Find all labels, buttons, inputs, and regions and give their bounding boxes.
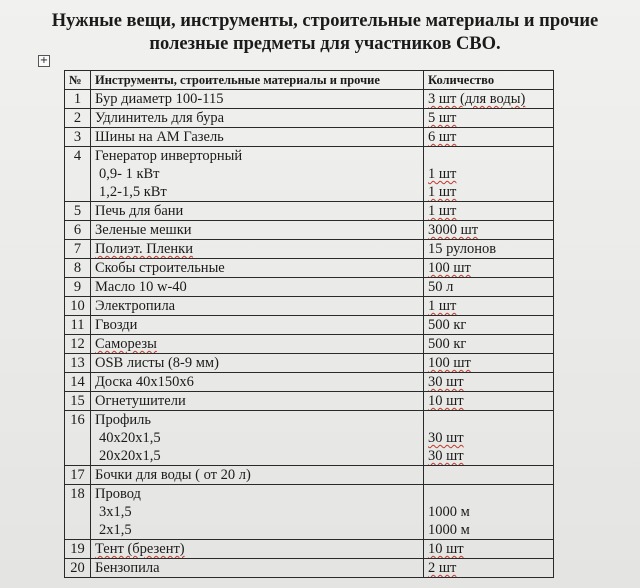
row-item-title: Провод [95, 486, 141, 502]
row-item: Удлинитель для бура [91, 109, 424, 128]
row-item-title: Генератор инверторный [95, 148, 243, 164]
row-number: 17 [65, 466, 91, 485]
quantity-text: 30 шт [428, 448, 464, 464]
row-item: Бензопила [91, 559, 424, 578]
row-number: 10 [65, 297, 91, 316]
quantity-text: 100 шт [428, 355, 471, 371]
row-item: Печь для бани [91, 202, 424, 221]
row-number: 4 [65, 147, 91, 202]
table-row [65, 354, 554, 373]
row-number: 16 [65, 411, 91, 466]
row-number: 8 [65, 259, 91, 278]
table-row [65, 392, 554, 411]
table-row [65, 316, 554, 335]
row-item: Электропила [91, 297, 424, 316]
row-quantity [424, 540, 554, 559]
title-line-1: Нужные вещи, инструменты, строительные материалы и прочие [51, 11, 599, 31]
quantity-text: 10 шт [428, 541, 464, 557]
row-quantity [424, 128, 554, 147]
row-number: 6 [65, 221, 91, 240]
quantity-text: 2 шт [428, 560, 457, 576]
row-item [91, 335, 424, 354]
row-item-sub: 40х20х1,5 [99, 430, 161, 446]
table-row [65, 297, 554, 316]
table-row [65, 411, 554, 466]
row-item: Зеленые мешки [91, 221, 424, 240]
table-row [65, 278, 554, 297]
quantity-text: 5 шт [428, 110, 457, 126]
row-quantity [424, 373, 554, 392]
row-quantity: 50 л [424, 278, 554, 297]
row-quantity [424, 221, 554, 240]
quantity-text: 30 шт [428, 430, 464, 446]
row-number: 11 [65, 316, 91, 335]
row-number: 5 [65, 202, 91, 221]
table-row [65, 335, 554, 354]
quantity-text: 1000 м [428, 504, 470, 520]
row-quantity [424, 466, 554, 485]
quantity-text: 1000 м [428, 522, 470, 538]
row-item-text: Полиэт. Пленки [95, 241, 193, 257]
table-row [65, 90, 554, 109]
row-item: Огнетушители [91, 392, 424, 411]
quantity-text: 6 шт [428, 129, 457, 145]
row-number: 13 [65, 354, 91, 373]
row-item: Бур диаметр 100-115 [91, 90, 424, 109]
document-title [40, 10, 610, 56]
quantity-text: 3000 шт [428, 222, 479, 238]
row-item [91, 147, 424, 202]
quantity-text: 1 шт [428, 166, 457, 182]
table-row [65, 240, 554, 259]
row-number: 15 [65, 392, 91, 411]
row-item [91, 411, 424, 466]
row-item-sub: 20х20х1,5 [99, 448, 161, 464]
quantity-text: 10 шт [428, 393, 464, 409]
row-number: 1 [65, 90, 91, 109]
row-quantity [424, 90, 554, 109]
table-row [65, 373, 554, 392]
row-item-sub: 3х1,5 [99, 504, 132, 520]
table-row [65, 259, 554, 278]
row-item [91, 485, 424, 540]
quantity-text: 1 шт [428, 203, 457, 219]
row-number: 2 [65, 109, 91, 128]
row-quantity [424, 297, 554, 316]
row-item [91, 240, 424, 259]
row-item: Бочки для воды ( от 20 л) [91, 466, 424, 485]
row-item-text: Саморезы [95, 336, 157, 352]
row-item-title: Профиль [95, 412, 151, 428]
title-line-2: полезные предметы для участников СВО. [149, 34, 501, 54]
table-row [65, 202, 554, 221]
table-row [65, 147, 554, 202]
row-number: 19 [65, 540, 91, 559]
items-table [64, 70, 554, 578]
row-quantity: 500 кг [424, 335, 554, 354]
row-number: 7 [65, 240, 91, 259]
table-row [65, 221, 554, 240]
table-row [65, 485, 554, 540]
row-quantity [424, 485, 554, 540]
row-item: Скобы строительные [91, 259, 424, 278]
quantity-text: 30 шт [428, 374, 464, 390]
row-item: Масло 10 w-40 [91, 278, 424, 297]
row-item-sub: 0,9- 1 кВт [99, 166, 160, 182]
row-quantity [424, 259, 554, 278]
table-row [65, 109, 554, 128]
row-quantity [424, 202, 554, 221]
table-header-row [65, 71, 554, 90]
row-number: 18 [65, 485, 91, 540]
table-row [65, 128, 554, 147]
row-quantity [424, 109, 554, 128]
row-quantity [424, 411, 554, 466]
row-item-sub: 2х1,5 [99, 522, 132, 538]
row-item-text: Тент (брезент) [95, 541, 185, 557]
row-item-sub: 1,2-1,5 кВт [99, 184, 167, 200]
quantity-text: 3 шт (для воды) [428, 91, 526, 107]
row-quantity [424, 147, 554, 202]
row-number: 14 [65, 373, 91, 392]
row-item: OSB листы (8-9 мм) [91, 354, 424, 373]
row-number: 20 [65, 559, 91, 578]
quantity-text: 1 шт [428, 184, 457, 200]
row-item [91, 540, 424, 559]
table-row [65, 540, 554, 559]
row-item: Доска 40х150х6 [91, 373, 424, 392]
row-number: 12 [65, 335, 91, 354]
row-item: Шины на АМ Газель [91, 128, 424, 147]
header-number: № [65, 71, 91, 90]
row-quantity [424, 392, 554, 411]
header-quantity: Количество [424, 71, 554, 90]
table-row [65, 559, 554, 578]
table-move-handle-icon[interactable]: + [39, 55, 49, 66]
row-number: 3 [65, 128, 91, 147]
quantity-text: 100 шт [428, 260, 471, 276]
header-item: Инструменты, строительные материалы и прочие [91, 71, 424, 90]
row-item: Гвозди [91, 316, 424, 335]
row-quantity [424, 354, 554, 373]
row-quantity: 500 кг [424, 316, 554, 335]
quantity-text: 1 шт [428, 298, 457, 314]
table-row [65, 466, 554, 485]
row-quantity [424, 559, 554, 578]
row-number: 9 [65, 278, 91, 297]
row-quantity: 15 рулонов [424, 240, 554, 259]
